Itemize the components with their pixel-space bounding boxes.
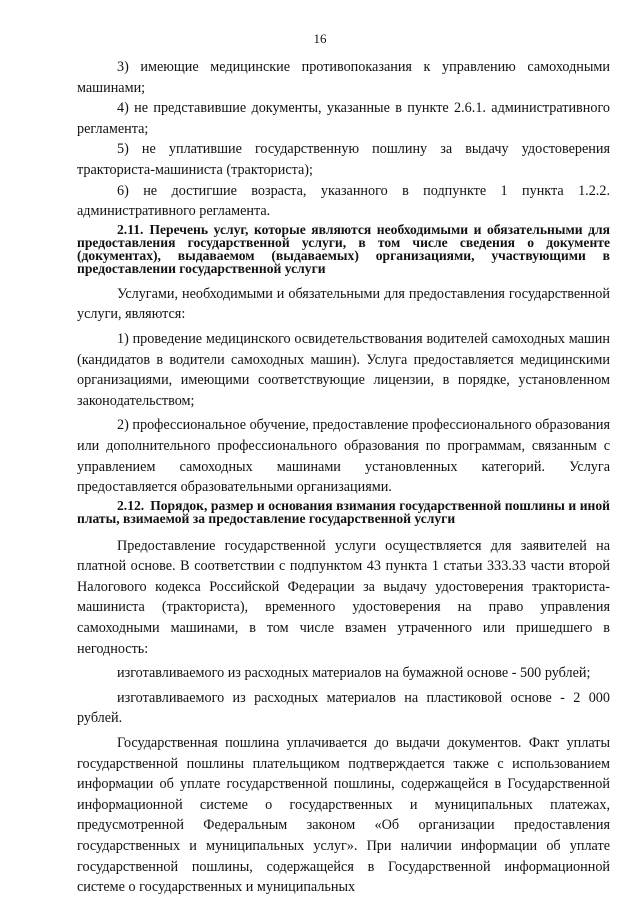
section-number: 2.12. [117, 497, 145, 513]
list-item: 5) не уплатившие государственную пошлину за выдачу удостоверения тракториста-машиниста (тракториста); [77, 141, 610, 178]
paragraph: Государственная пошлина уплачивается до выдачи документов. Факт уплаты государственной пошлины плательщиком подтверждается также с использованием информации об уплате государственной пошлины, содержащейся в Государственной информационной системе о государственных и муниципальных платежах, предусмотренной Федеральным законом «Об организации предоставления государственных и муниципальных услуг». При наличии информации об уплате государственной пошлины, содержащейся в Государственной информационной системе о государственных и муниципальных [77, 735, 610, 896]
list-item: 6) не достигшие возраста, указанного в подпункте 1 пункта 1.2.2. административного регламента. [77, 182, 610, 220]
paragraph: 2) профессиональное обучение, предоставление профессионального образования или дополнительного профессионального образования по программам, связанным с управлением самоходных машинами установленных категорий. Услуга предоставляется образовательными организациями. [77, 417, 610, 496]
paragraph: Предоставление государственной услуги осуществляется для заявителей на платной основе. В соответствии с подпунктом 43 пункта 1 статьи 333.33 части второй Налогового кодекса Российской Федерации за выдачу удостоверения тракториста-машиниста (тракториста), временного удостоверения на право управления самоходными машинами, в том числе взамен утраченного или пришедшего в негодность: [77, 537, 610, 657]
list-item: 4) не представившие документы, указанные в пункте 2.6.1. административного регламента; [77, 100, 610, 137]
page-number: 16 [313, 31, 327, 46]
section-heading-2-12 [77, 499, 610, 525]
paragraph: изготавливаемого из расходных материалов на бумажной основе - 500 рублей; [117, 665, 591, 682]
section-heading-2-11 [77, 223, 610, 275]
paragraph: изготавливаемого из расходных материалов на пластиковой основе - 2 000 рублей. [77, 689, 610, 727]
section-title: Перечень услуг, которые являются необходимыми и обязательными для предоставления государственной услуги, в том числе сведения о документе (документах), выдаваемом (выдаваемых) организациями, участвующими в предоставлении государственной услуги [77, 221, 610, 276]
paragraph: Услугами, необходимыми и обязательными для предоставления государственной услуги, являются: [77, 285, 610, 323]
paragraph: 1) проведение медицинского освидетельствования водителей самоходных машин (кандидатов в водители самоходных машин). Услуга предоставляется медицинскими организациями, имеющими соответствующие лицензии, в порядке, установленном законодательством; [77, 330, 610, 409]
page-content [77, 57, 610, 898]
section-title: Порядок, размер и основания взимания государственной пошлины и иной платы, взимаемой за предоставление государственной услуги [77, 497, 610, 526]
section-number: 2.11. [117, 221, 144, 237]
list-item: 3) имеющие медицинские противопоказания к управлению самоходными машинами; [77, 59, 610, 96]
